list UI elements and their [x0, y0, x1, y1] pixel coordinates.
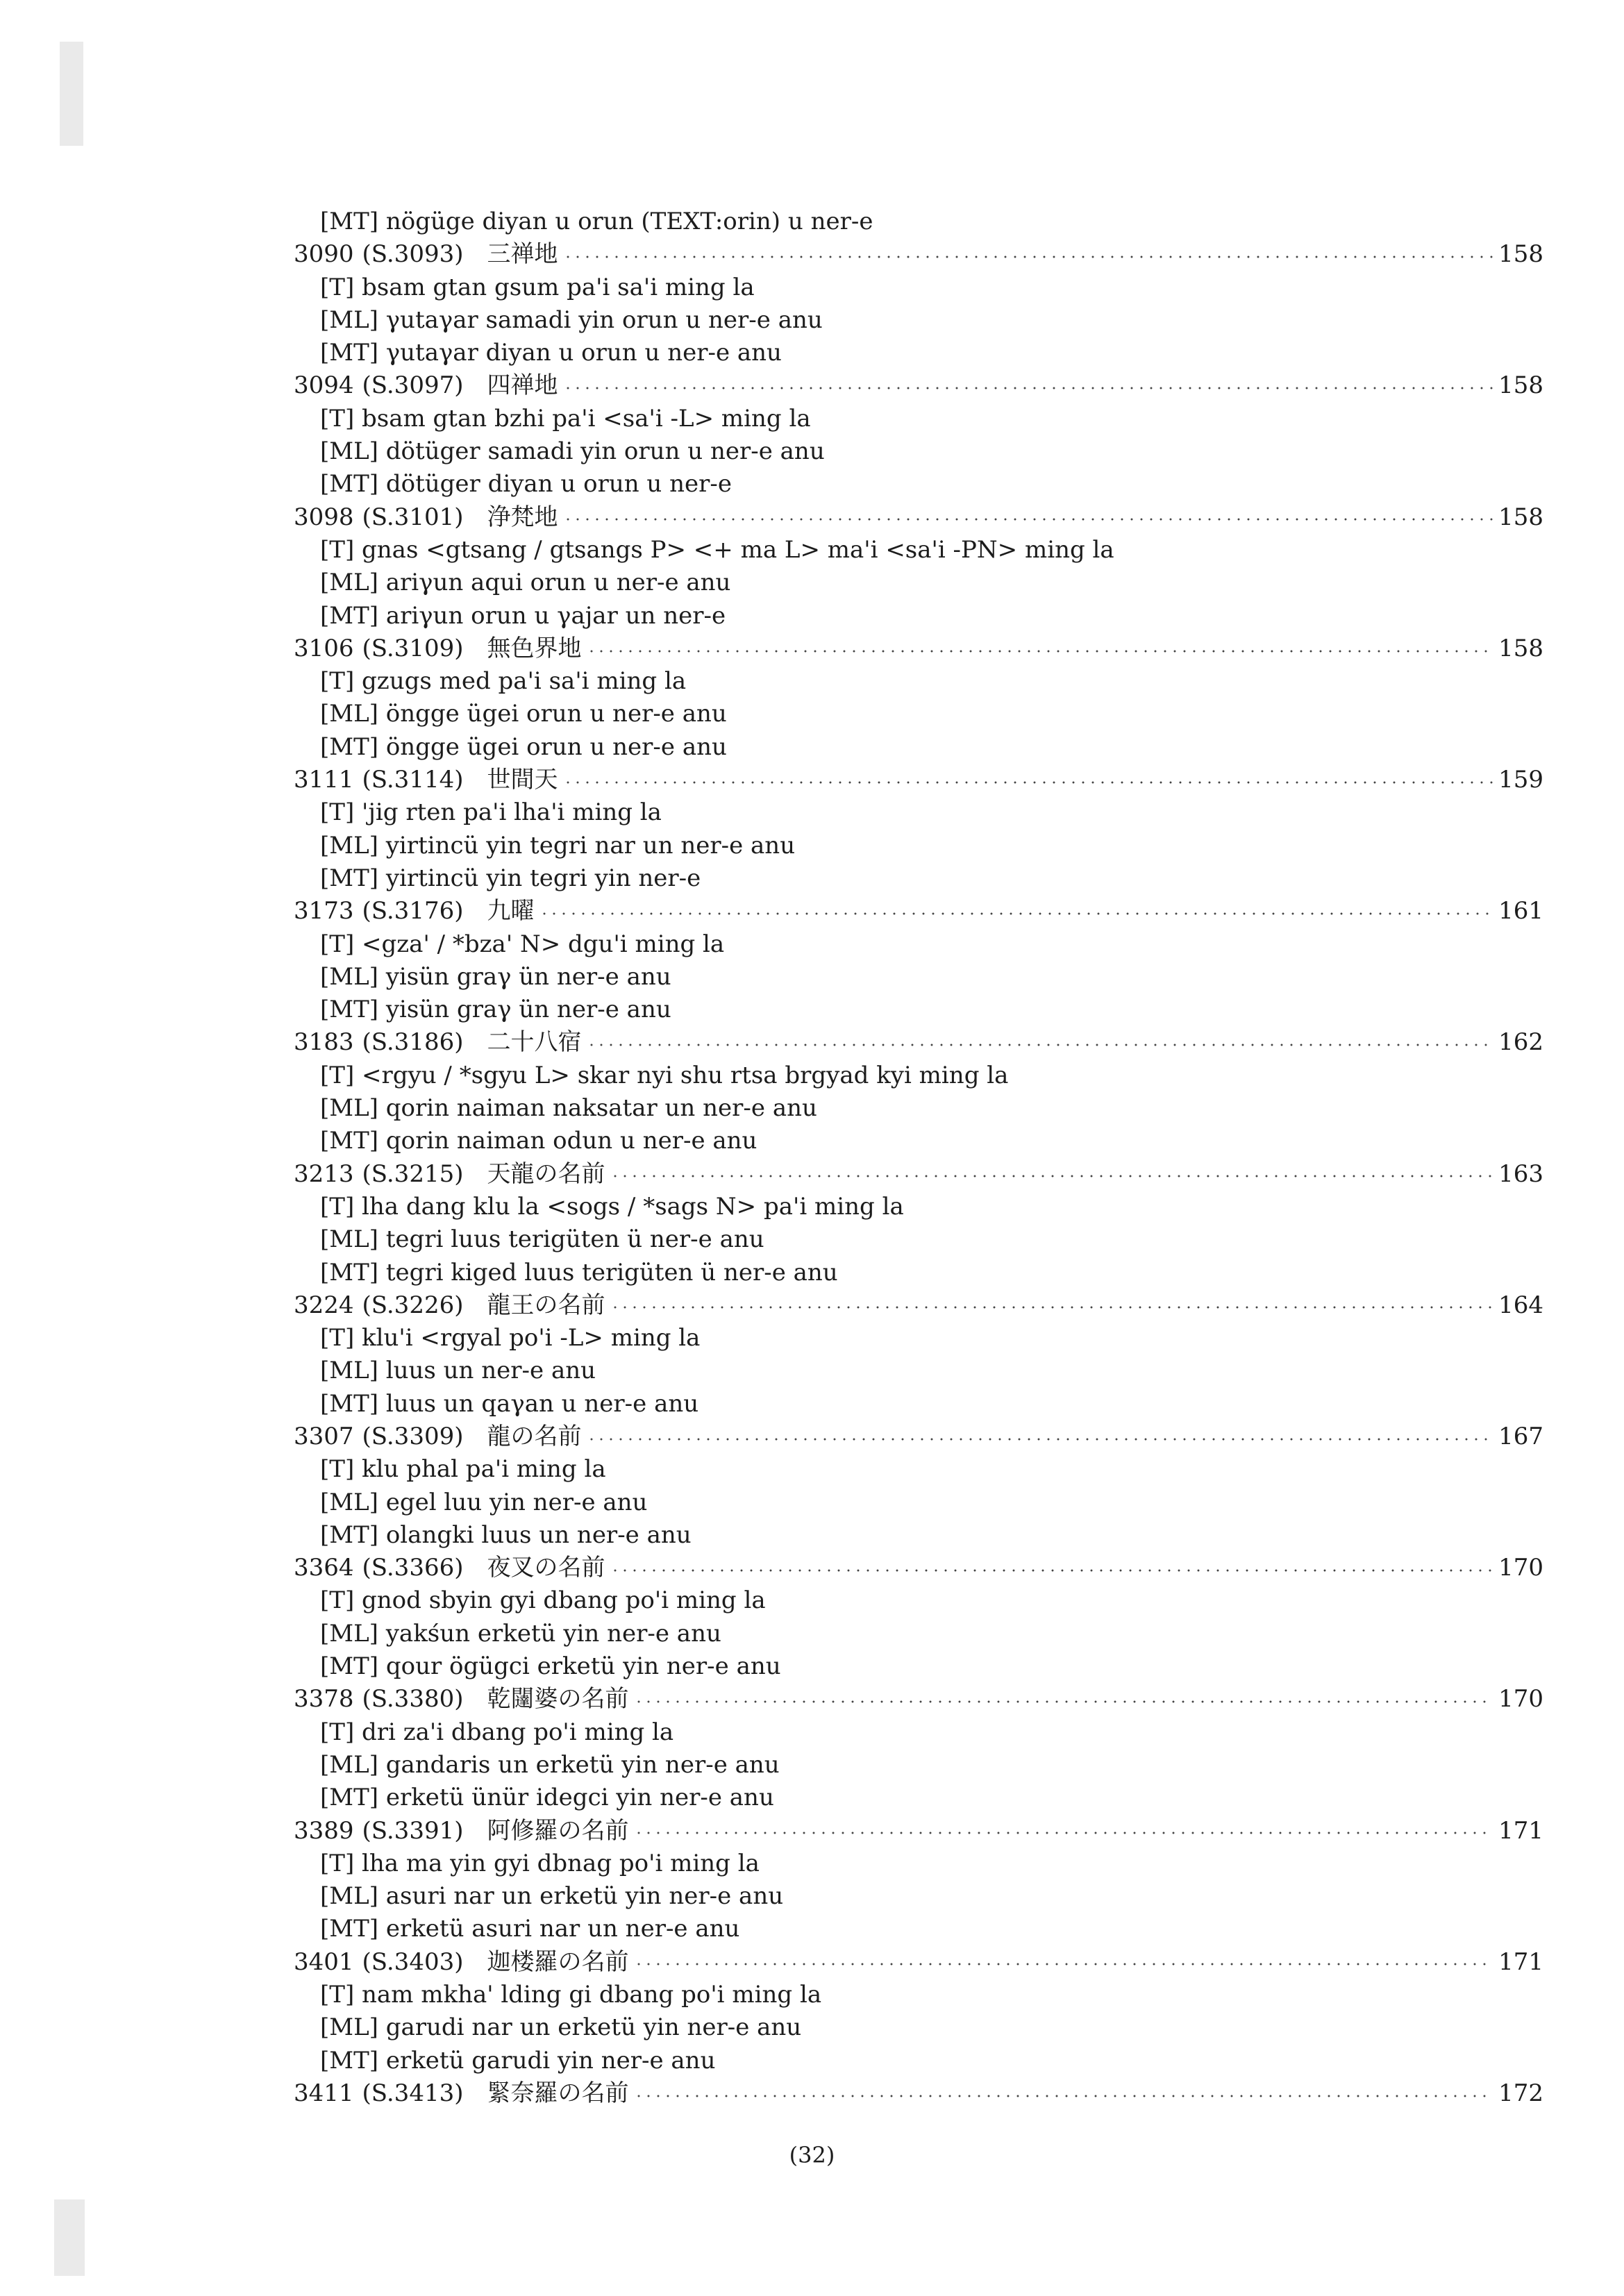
entry-translation-line: [MT] luus un qaγan u ner-e anu [320, 1389, 699, 1418]
entry-number: 3224 [294, 1291, 354, 1319]
entry-number: 3090 [294, 240, 354, 269]
entry-translation-line: [T] dri za'i dbang po'i ming la [320, 1718, 674, 1746]
section-ref: (S.3413) [362, 2079, 464, 2107]
entry-number: 3183 [294, 1028, 354, 1057]
japanese-term: 龍の名前 [487, 1422, 582, 1450]
entry-translation-line: [T] <gza' / *bza' N> dgu'i ming la [320, 930, 725, 958]
entry-heading [294, 1421, 1543, 1453]
entry-translation-line: [MT] erketü garudi yin ner-e anu [320, 2046, 716, 2075]
section-ref: (S.3403) [362, 1947, 464, 1976]
leader-dots [587, 649, 1493, 653]
entry-translation-line: [T] gnas <gtsang / gtsangs P> <+ ma L> ma'i <sa'i -PN> ming la [320, 535, 1114, 564]
section-ref: (S.3215) [362, 1159, 464, 1188]
japanese-term: 天龍の名前 [487, 1159, 605, 1188]
leader-dots [634, 1831, 1493, 1835]
entry-translation-line: [MT] qorin naiman odun u ner-e anu [320, 1127, 757, 1155]
section-ref: (S.3176) [362, 897, 464, 925]
entry-translation-line: [T] klu'i <rgyal po'i -L> ming la [320, 1324, 701, 1352]
entry-heading [294, 1289, 1543, 1322]
entry-translation-line: [T] gnod sbyin gyi dbang po'i ming la [320, 1586, 766, 1615]
page-ref: 167 [1498, 1422, 1543, 1450]
scan-smudge-bottom [54, 2199, 85, 2276]
japanese-term: 無色界地 [487, 634, 582, 662]
entry-number: 3307 [294, 1422, 354, 1450]
section-ref: (S.3366) [362, 1554, 464, 1582]
leader-dots [563, 255, 1493, 259]
page-ref: 158 [1498, 503, 1543, 531]
entry-translation-line: [MT] erketü asuri nar un ner-e anu [320, 1915, 740, 1943]
page-ref: 161 [1498, 897, 1543, 925]
page-ref: 158 [1498, 240, 1543, 269]
entry-translation-line: [T] <rgyu / *sgyu L> skar nyi shu rtsa brgyad kyi ming la [320, 1061, 1009, 1089]
entry-translation-line: [MT] tegri kiged luus terigüten ü ner-e anu [320, 1258, 838, 1287]
leader-dots [634, 1962, 1493, 1966]
page-ref: 162 [1498, 1028, 1543, 1057]
entry-heading [294, 501, 1543, 534]
leader-dots [563, 386, 1493, 390]
entry-heading [294, 764, 1543, 796]
section-ref: (S.3101) [362, 503, 464, 531]
entry-translation-line: [ML] tegri luus terigüten ü ner-e anu [320, 1225, 764, 1254]
leader-dots [610, 1305, 1493, 1309]
entry-translation-line: [T] nam mkha' lding gi dbang po'i ming la [320, 1981, 822, 2009]
entry-translation-line: [ML] öngge ügei orun u ner-e anu [320, 700, 727, 728]
page-number: (32) [789, 2142, 835, 2168]
japanese-term: 緊奈羅の名前 [487, 2079, 629, 2107]
entry-number: 3401 [294, 1947, 354, 1976]
page-ref: 159 [1498, 766, 1543, 794]
entry-translation-line: [MT] yisün graγ ün ner-e anu [320, 996, 671, 1024]
japanese-term: 浄梵地 [487, 503, 558, 531]
leader-dots [634, 2094, 1493, 2098]
entry-heading [294, 1946, 1543, 1979]
entry-heading [294, 632, 1543, 665]
section-ref: (S.3093) [362, 240, 464, 269]
entry-translation-line: [T] lha ma yin gyi dbnag po'i ming la [320, 1849, 760, 1877]
entry-heading [294, 1026, 1543, 1059]
entry-translation-line: [MT] qour ögügci erketü yin ner-e anu [320, 1652, 781, 1681]
entry-number: 3364 [294, 1554, 354, 1582]
entry-translation-line: [T] bsam gtan bzhi pa'i <sa'i -L> ming la [320, 404, 811, 433]
entry-translation-line: [MT] erketü ünür idegci yin ner-e anu [320, 1784, 774, 1812]
entry-translation-line: [ML] asuri nar un erketü yin ner-e anu [320, 1882, 784, 1911]
section-ref: (S.3391) [362, 1816, 464, 1845]
leader-dots [587, 1043, 1493, 1047]
page-ref: 163 [1498, 1159, 1543, 1188]
leader-dots [563, 517, 1493, 521]
entry-translation-line: [T] 'jig rten pa'i lha'i ming la [320, 798, 662, 827]
page-ref: 158 [1498, 371, 1543, 400]
entry-heading [294, 895, 1543, 928]
entry-number: 3378 [294, 1685, 354, 1713]
entry-translation-line: [MT] yirtincü yin tegri yin ner-e [320, 864, 701, 892]
entry-heading [294, 369, 1543, 402]
entry-translation-line: [ML] yakśun erketü yin ner-e anu [320, 1619, 721, 1648]
page-ref: 164 [1498, 1291, 1543, 1319]
leader-dots [634, 1700, 1493, 1704]
entry-translation-line: [ML] gandaris un erketü yin ner-e anu [320, 1750, 780, 1779]
entry-translation-line: [ML] dötüger samadi yin orun u ner-e anu [320, 437, 825, 466]
japanese-term: 迦楼羅の名前 [487, 1947, 629, 1976]
japanese-term: 龍王の名前 [487, 1291, 605, 1319]
leader-dots [587, 1437, 1493, 1441]
entry-heading [294, 2077, 1543, 2110]
leader-dots [563, 780, 1493, 785]
entry-heading [294, 238, 1543, 271]
japanese-term: 九曜 [487, 897, 535, 925]
japanese-term: 世間天 [487, 766, 558, 794]
japanese-term: 乾闥婆の名前 [487, 1685, 629, 1713]
entry-translation-line: [T] klu phal pa'i ming la [320, 1455, 606, 1484]
section-ref: (S.3309) [362, 1422, 464, 1450]
entry-translation-line: [ML] garudi nar un erketü yin ner-e anu [320, 2013, 802, 2042]
entry-translation-line: [T] lha dang klu la <sogs / *sags N> pa'i ming la [320, 1192, 904, 1221]
entry-translation-line: [T] bsam gtan gsum pa'i sa'i ming la [320, 273, 755, 301]
section-ref: (S.3114) [362, 766, 464, 794]
entry-heading [294, 1683, 1543, 1716]
leader-dots [610, 1174, 1493, 1178]
section-ref: (S.3109) [362, 634, 464, 662]
japanese-term: 二十八宿 [487, 1028, 582, 1057]
continuation-line: [MT] nögüge diyan u orun (TEXT:orin) u ner-e [320, 208, 873, 235]
entry-number: 3094 [294, 371, 354, 400]
entry-translation-line: [ML] yirtincü yin tegri nar un ner-e anu [320, 831, 796, 860]
entry-number: 3098 [294, 503, 354, 531]
entry-heading [294, 1815, 1543, 1847]
page-ref: 170 [1498, 1685, 1543, 1713]
entry-number: 3389 [294, 1816, 354, 1845]
entry-translation-line: [ML] yisün graγ ün ner-e anu [320, 962, 671, 991]
page-ref: 170 [1498, 1554, 1543, 1582]
entry-translation-line: [MT] γutaγar diyan u orun u ner-e anu [320, 339, 782, 367]
scan-smudge-top [60, 42, 83, 146]
entry-translation-line: [MT] öngge ügei orun u ner-e anu [320, 732, 727, 761]
entry-translation-line: [ML] qorin naiman naksatar un ner-e anu [320, 1094, 817, 1123]
section-ref: (S.3226) [362, 1291, 464, 1319]
index-listing [294, 206, 1543, 2110]
section-ref: (S.3186) [362, 1028, 464, 1057]
entry-heading [294, 1552, 1543, 1584]
entry-translation-line: [ML] γutaγar samadi yin orun u ner-e anu [320, 305, 823, 334]
entry-number: 3173 [294, 897, 354, 925]
leader-dots [539, 912, 1493, 916]
entry-number: 3111 [294, 766, 354, 794]
entry-number: 3213 [294, 1159, 354, 1188]
japanese-term: 夜叉の名前 [487, 1554, 605, 1582]
page-ref: 158 [1498, 634, 1543, 662]
section-ref: (S.3380) [362, 1685, 464, 1713]
page-ref: 171 [1498, 1947, 1543, 1976]
page-ref: 171 [1498, 1816, 1543, 1845]
entry-number: 3106 [294, 634, 354, 662]
section-ref: (S.3097) [362, 371, 464, 400]
leader-dots [610, 1568, 1493, 1573]
japanese-term: 四禅地 [487, 371, 558, 400]
entry-heading [294, 1158, 1543, 1191]
entry-translation-line: [ML] egel luu yin ner-e anu [320, 1488, 648, 1516]
entry-translation-line: [T] gzugs med pa'i sa'i ming la [320, 667, 687, 696]
entry-translation-line: [MT] dötüger diyan u orun u ner-e [320, 470, 733, 498]
entry-number: 3411 [294, 2079, 354, 2107]
entry-translation-line: [ML] luus un ner-e anu [320, 1357, 596, 1385]
entry-translation-line: [MT] olangki luus un ner-e anu [320, 1520, 692, 1549]
entry-translation-line: [ML] ariγun aqui orun u ner-e anu [320, 569, 731, 597]
entry-translation-line: [MT] ariγun orun u γajar un ner-e [320, 601, 726, 630]
japanese-term: 阿修羅の名前 [487, 1816, 629, 1845]
japanese-term: 三禅地 [487, 240, 558, 269]
page-ref: 172 [1498, 2079, 1543, 2107]
